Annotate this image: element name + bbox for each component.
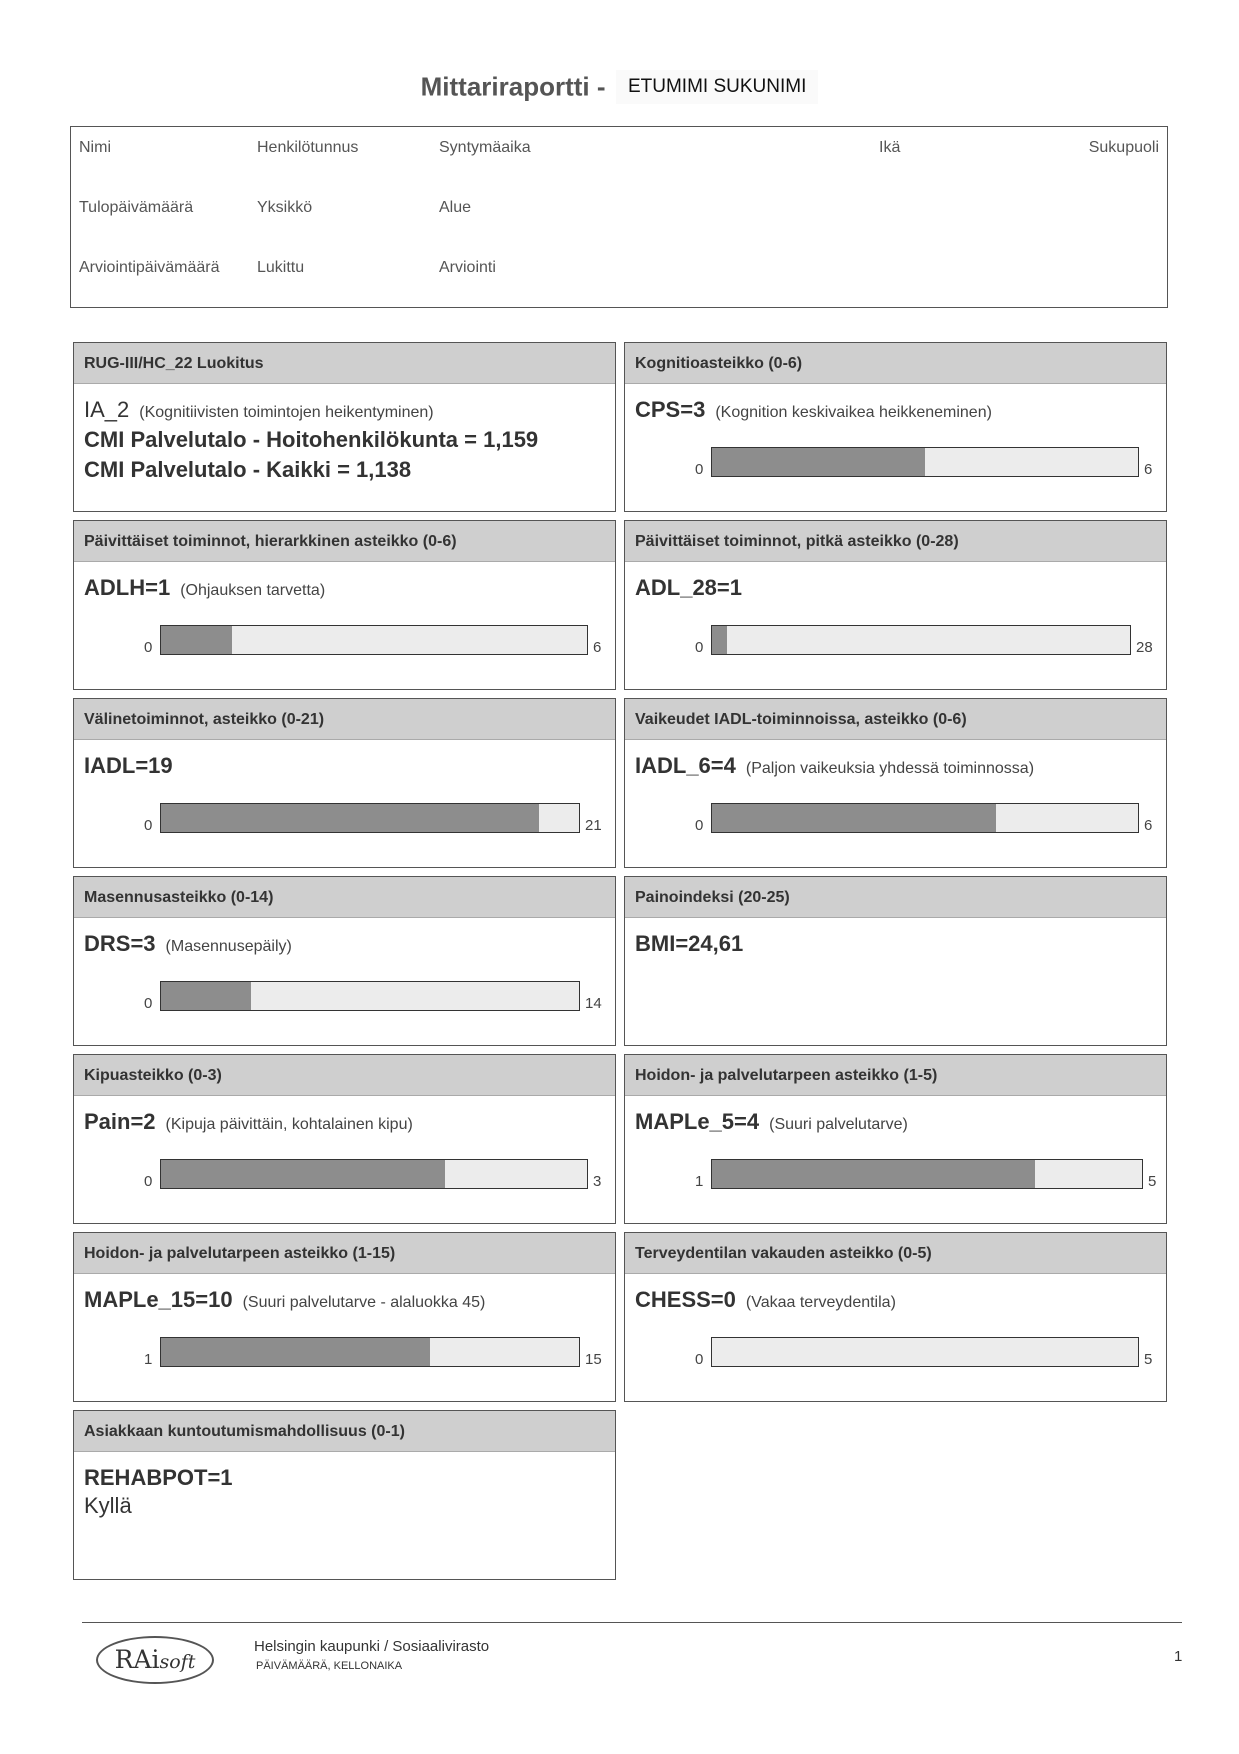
scale-max: 5: [1144, 1351, 1153, 1368]
panel-adl28: [624, 520, 1167, 690]
value-text: CHESS=0: [635, 1287, 736, 1312]
panel-title: Asiakkaan kuntoutumismahdollisuus (0-1): [74, 1411, 615, 1452]
panel-title: Päivittäiset toiminnot, hierarkkinen asteikko (0-6): [74, 521, 615, 562]
print-datetime: PÄIVÄMÄÄRÄ, KELLONAIKA: [256, 1660, 403, 1672]
scale-max: 14: [585, 995, 602, 1012]
scale-bar: [160, 1337, 580, 1367]
panel-title: Kognitioasteikko (0-6): [625, 343, 1166, 384]
raisoft-logo: [96, 1636, 214, 1684]
scale-min: 0: [144, 1173, 153, 1190]
cmi-kaikki: CMI Palvelutalo - Kaikki = 1,138: [84, 457, 412, 482]
value-description: (Paljon vaikeuksia yhdessä toiminnossa): [745, 760, 1035, 777]
scale-min: 0: [695, 461, 704, 478]
value-text: Pain=2: [84, 1109, 156, 1134]
scale-bar-fill: [161, 1160, 445, 1188]
label-arviointipaivamaara: Arviointipäivämäärä: [79, 259, 220, 276]
scale-bar: [160, 625, 588, 655]
value-description: (Kognitiivisten toimintojen heikentyminen): [139, 404, 434, 421]
logo-text: RAi: [114, 1645, 160, 1674]
panel-title: Kipuasteikko (0-3): [74, 1055, 615, 1096]
scale-max: 5: [1148, 1173, 1157, 1190]
panel-value: [84, 575, 325, 601]
label-henkilotunnus: Henkilötunnus: [257, 139, 359, 156]
value-description: (Suuri palvelutarve): [769, 1116, 908, 1133]
label-arviointi: Arviointi: [439, 259, 496, 276]
panel-rehabpot: [73, 1410, 616, 1580]
value-text: BMI=24,61: [635, 931, 744, 956]
value-description: (Suuri palvelutarve - alaluokka 45): [242, 1294, 486, 1311]
scale-bar: [711, 1337, 1139, 1367]
panel-chess: [624, 1232, 1167, 1402]
footer-divider: [82, 1622, 1182, 1623]
panel-rug-classification: [73, 342, 616, 512]
patient-name: ETUMIMI SUKUNIMI: [616, 70, 818, 104]
page-number: 1: [1174, 1648, 1183, 1665]
panel-iadl: [73, 698, 616, 868]
panel-title: Masennusasteikko (0-14): [74, 877, 615, 918]
patient-info-box: [70, 126, 1168, 308]
panel-title: RUG-III/HC_22 Luokitus: [74, 343, 615, 384]
scale-max: 15: [585, 1351, 602, 1368]
label-syntymaaika: Syntymäaika: [439, 139, 531, 156]
scale-bar: [160, 803, 580, 833]
scale-bar: [160, 1159, 588, 1189]
panel-value: [84, 931, 292, 957]
rehab-answer: Kyllä: [84, 1493, 132, 1518]
cmi-hoitohenkilokunta: CMI Palvelutalo - Hoitohenkilökunta = 1,159: [84, 427, 539, 452]
panel-value: [635, 1287, 896, 1313]
value-description: (Kipuja päivittäin, kohtalainen kipu): [165, 1116, 413, 1133]
panel-value: [635, 397, 992, 423]
scale-bar: [711, 1159, 1143, 1189]
scale-bar-fill: [161, 626, 232, 654]
scale-bar: [160, 981, 580, 1011]
scale-min: 0: [695, 817, 704, 834]
scale-bar-fill: [712, 804, 996, 832]
scale-max: 28: [1136, 639, 1153, 656]
report-title-text: Mittariraportti -: [420, 71, 606, 102]
value-text: ADL_28=1: [635, 575, 743, 600]
panel-title: Päivittäiset toiminnot, pitkä asteikko (0-28): [625, 521, 1166, 562]
panel-value: [635, 575, 752, 601]
panel-drs: [73, 876, 616, 1046]
scale-min: 0: [144, 817, 153, 834]
label-tulopaivamaara: Tulopäivämäärä: [79, 199, 194, 216]
value-text: IA_2: [84, 397, 130, 422]
panel-value: [84, 753, 183, 779]
panel-value: [635, 931, 743, 957]
value-description: (Masennusepäily): [165, 938, 292, 955]
scale-bar-fill: [161, 1338, 430, 1366]
panel-iadl6: [624, 698, 1167, 868]
panel-value: [84, 1109, 413, 1135]
scale-bar-fill: [712, 1160, 1035, 1188]
label-lukittu: Lukittu: [257, 259, 305, 276]
panel-maple15: [73, 1232, 616, 1402]
value-text: REHABPOT=1: [84, 1465, 233, 1490]
value-text: MAPLe_5=4: [635, 1109, 760, 1134]
value-text: MAPLe_15=10: [84, 1287, 233, 1312]
scale-min: 1: [144, 1351, 153, 1368]
logo-soft-text: soft: [159, 1651, 196, 1673]
panel-title: Vaikeudet IADL-toiminnoissa, asteikko (0-6): [625, 699, 1166, 740]
scale-bar-fill: [712, 448, 925, 476]
label-yksikko: Yksikkö: [257, 199, 313, 216]
scale-min: 0: [144, 995, 153, 1012]
report-title: [0, 70, 1239, 104]
panel-maple5: [624, 1054, 1167, 1224]
label-alue: Alue: [439, 199, 472, 216]
panel-adlh: [73, 520, 616, 690]
value-description: (Kognition keskivaikea heikkeneminen): [715, 404, 992, 421]
panel-value: [84, 1287, 485, 1313]
panel-title: Hoidon- ja palvelutarpeen asteikko (1-15): [74, 1233, 615, 1274]
scale-min: 1: [695, 1173, 704, 1190]
value-text: IADL=19: [84, 753, 173, 778]
value-text: DRS=3: [84, 931, 156, 956]
panel-bmi: [624, 876, 1167, 1046]
panel-cps: [624, 342, 1167, 512]
scale-min: 0: [695, 1351, 704, 1368]
label-nimi: Nimi: [79, 139, 111, 156]
scale-max: 3: [593, 1173, 602, 1190]
panel-title: Hoidon- ja palvelutarpeen asteikko (1-5): [625, 1055, 1166, 1096]
scale-bar-fill: [161, 804, 539, 832]
value-description: (Vakaa terveydentila): [745, 1294, 896, 1311]
value-text: ADLH=1: [84, 575, 171, 600]
panel-value: [84, 397, 434, 423]
panel-pain: [73, 1054, 616, 1224]
label-sukupuoli: Sukupuoli: [1088, 139, 1159, 156]
scale-min: 0: [144, 639, 153, 656]
scale-bar-fill: [712, 626, 727, 654]
scale-min: 0: [695, 639, 704, 656]
panel-title: Välinetoiminnot, asteikko (0-21): [74, 699, 615, 740]
scale-bar-fill: [161, 982, 251, 1010]
scale-max: 6: [1144, 461, 1153, 478]
value-text: CPS=3: [635, 397, 706, 422]
scale-bar: [711, 803, 1139, 833]
label-ika: Ikä: [879, 139, 901, 156]
panel-title: Terveydentilan vakauden asteikko (0-5): [625, 1233, 1166, 1274]
panel-title: Painoindeksi (20-25): [625, 877, 1166, 918]
value-description: (Ohjauksen tarvetta): [180, 582, 326, 599]
scale-max: 6: [1144, 817, 1153, 834]
scale-max: 6: [593, 639, 602, 656]
organization-name: Helsingin kaupunki / Sosiaalivirasto: [254, 1638, 490, 1655]
scale-bar: [711, 625, 1131, 655]
scale-bar: [711, 447, 1139, 477]
value-text: IADL_6=4: [635, 753, 736, 778]
scale-max: 21: [585, 817, 602, 834]
panel-value: [635, 1109, 908, 1135]
panel-value: [84, 1465, 233, 1491]
panel-value: [635, 753, 1034, 779]
